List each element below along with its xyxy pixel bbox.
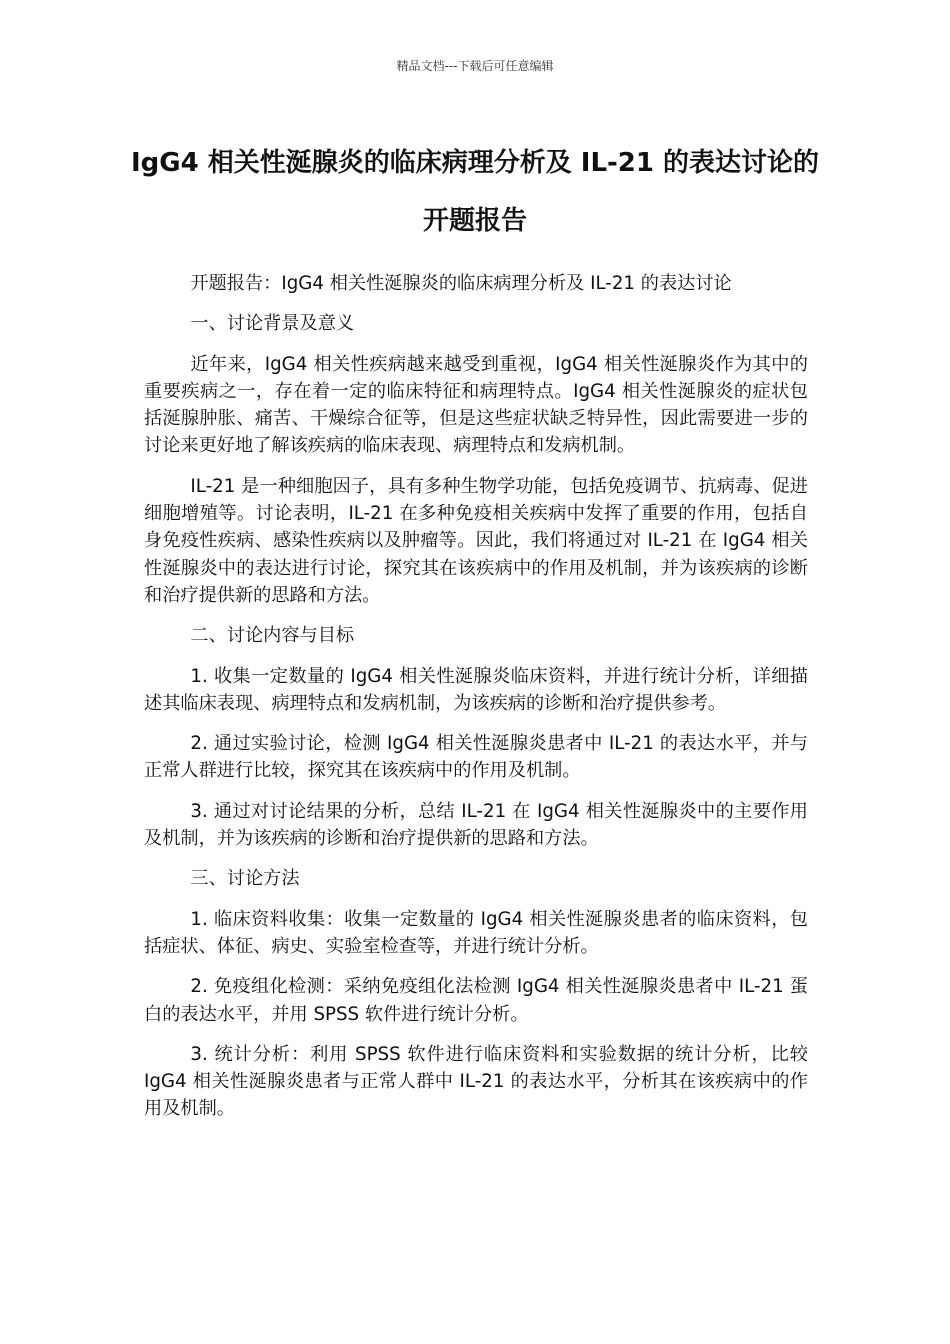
section-1-paragraph: 近年来，IgG4 相关性疾病越来越受到重视，IgG4 相关性涎腺炎作为其中的重要疾病之一，存在着一定的临床特征和病理特点。IgG4 相关性涎腺炎的症状包括涎腺肿胀、痛苦、干燥综合征等，但是这些症状缺乏特异性，因此需要进一步的讨论来更好地了解该疾病的临床表现、病理特点和发病机制。 [144, 353, 808, 457]
section-3-item: 1. 临床资料收集：收集一定数量的 IgG4 相关性涎腺炎患者的临床资料，包括症状、体征、病史、实验室检查等，并进行统计分析。 [144, 908, 808, 957]
section-2-item: 3. 通过对讨论结果的分析，总结 IL-21 在 IgG4 相关性涎腺炎中的主要作用及机制，并为该疾病的诊断和治疗提供新的思路和方法。 [144, 800, 808, 850]
section-2-heading: 二、讨论内容与目标 [190, 625, 355, 647]
header-note: 精品文档---下载后可任意编辑 [396, 59, 554, 73]
report-subtitle: 开题报告：IgG4 相关性涎腺炎的临床病理分析及 IL-21 的表达讨论 [190, 273, 732, 294]
document-body [144, 270, 808, 1136]
section-1-heading: 一、讨论背景及意义 [190, 313, 355, 335]
section-3-item: 2. 免疫组化检测：采纳免疫组化法检测 IgG4 相关性涎腺炎患者中 IL-21 蛋白的表达水平，并用 SPSS 软件进行统计分析。 [144, 976, 808, 1025]
section-1-paragraph: IL-21 是一种细胞因子，具有多种生物学功能，包括免疫调节、抗病毒、促进细胞增殖等。讨论表明，IL-21 在多种免疫相关疾病中发挥了重要的作用，包括自身免疫性疾病、感染性疾病以及肿瘤等。因此，我们将通过对 IL-21 在 IgG4 相关性涎腺炎中的表达进行讨论，探究其在该疾病中的作用及机制，并为该疾病的诊断和治疗提供新的思路和方法。 [144, 475, 808, 606]
section-3-item: 3. 统计分析：利用 SPSS 软件进行临床资料和实验数据的统计分析，比较 IgG4 相关性涎腺炎患者与正常人群中 IL-21 的表达水平，分析其在该疾病中的作用及机制。 [144, 1043, 808, 1120]
section-2-item: 2. 通过实验讨论，检测 IgG4 相关性涎腺炎患者中 IL-21 的表达水平，并与正常人群进行比较，探究其在该疾病中的作用及机制。 [144, 733, 808, 782]
document-title: IgG4 相关性涎腺炎的临床病理分析及 IL-21 的表达讨论的开题报告 [130, 148, 820, 236]
section-2-item: 1. 收集一定数量的 IgG4 相关性涎腺炎临床资料，并进行统计分析，详细描述其临床表现、病理特点和发病机制，为该疾病的诊断和治疗提供参考。 [144, 665, 808, 714]
section-3-heading: 三、讨论方法 [190, 868, 300, 890]
